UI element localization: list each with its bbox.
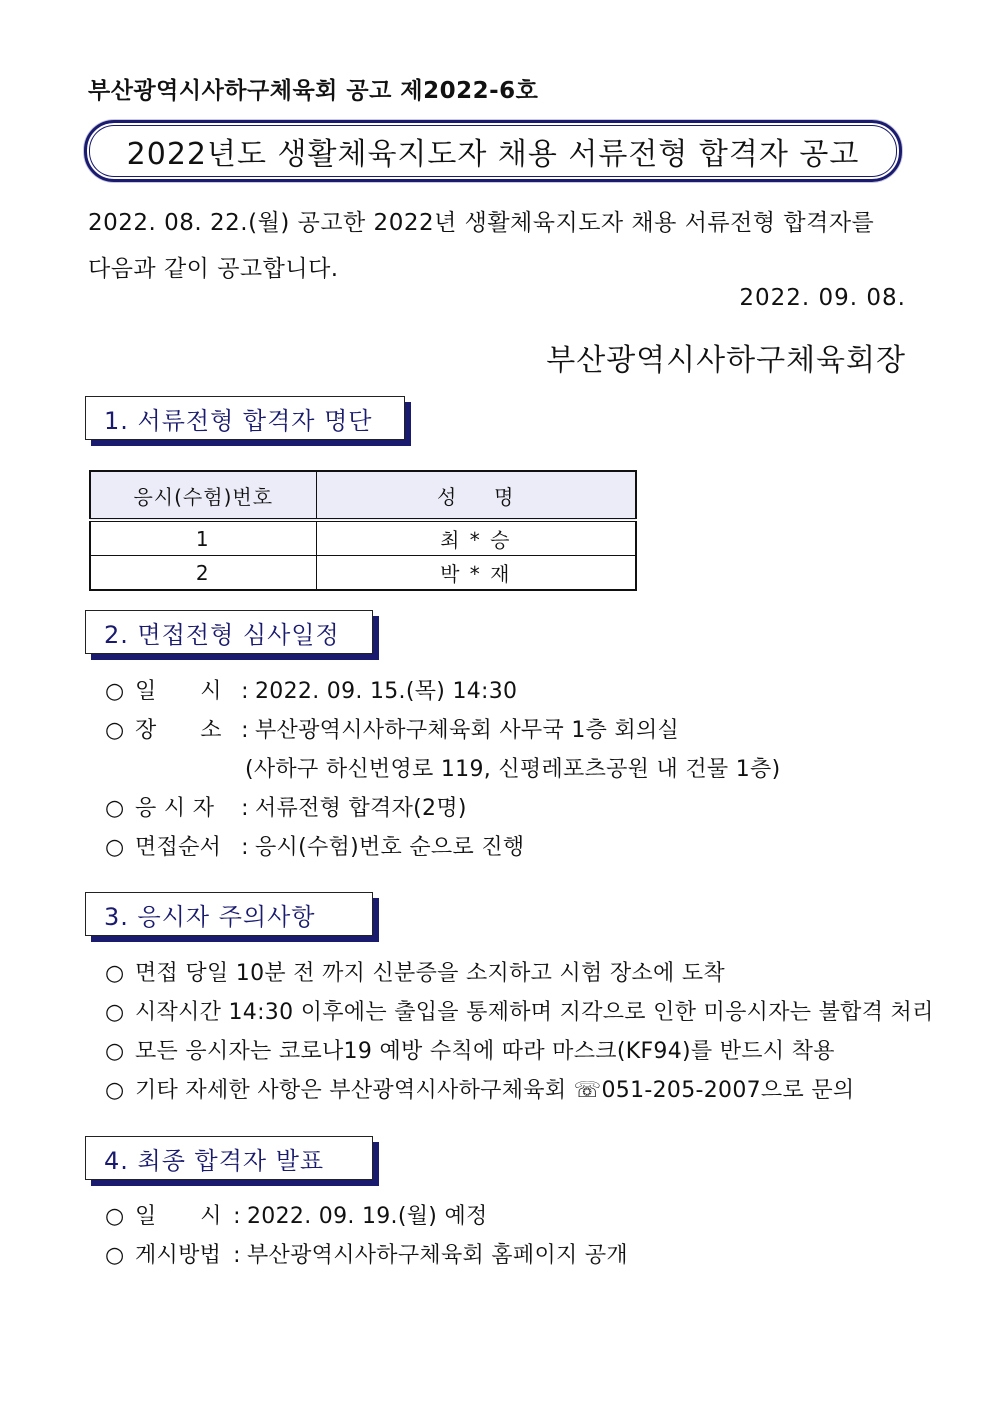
section-4-heading: 4. 최종 합격자 발표 — [85, 1136, 373, 1180]
notice-item: ○ 면접 당일 10분 전 까지 신분증을 소지하고 시험 장소에 도착 — [105, 961, 725, 986]
notice-number: 부산광역시사하구체육회 공고 제2022-6호 — [88, 78, 539, 104]
bullet-icon: ○ — [105, 1204, 125, 1229]
cell-number: 1 — [90, 520, 316, 556]
table-row — [90, 520, 636, 556]
schedule-item-location: ○ 장 소 : 부산광역시사하구체육회 사무국 1층 회의실 — [105, 718, 680, 743]
notice-item: ○ 기타 자세한 사항은 부산광역시사하구체육회 ☏051-205-2007으로 문의 — [105, 1078, 855, 1103]
intro-line-2: 다음과 같이 공고합니다. — [88, 256, 339, 282]
section-1-heading: 1. 서류전형 합격자 명단 — [85, 396, 405, 440]
schedule-item-address: (사하구 하신번영로 119, 신평레포츠공원 내 건물 1층) — [245, 757, 781, 782]
bullet-icon: ○ — [105, 1243, 125, 1268]
notice-item: ○ 시작시간 14:30 이후에는 출입을 통제하며 지각으로 인한 미응시자는 불합격 처리 — [105, 1000, 934, 1025]
cell-name: 최 * 승 — [316, 520, 636, 556]
page-title: 2022년도 생활체육지도자 채용 서류전형 합격자 공고 — [84, 120, 902, 182]
section-2-heading: 2. 면접전형 심사일정 — [85, 610, 373, 654]
schedule-item-datetime: ○ 일 시 : 2022. 09. 15.(목) 14:30 — [105, 679, 518, 704]
organization-signature: 부산광역시사하구체육회장 — [546, 343, 906, 378]
intro-line-1: 2022. 08. 22.(월) 공고한 2022년 생활체육지도자 채용 서류전형 합격자를 — [88, 210, 875, 236]
cell-number: 2 — [90, 556, 316, 591]
announcement-item-datetime: ○ 일 시 : 2022. 09. 19.(월) 예정 — [105, 1204, 488, 1229]
cell-name: 박 * 재 — [316, 556, 636, 591]
schedule-item-applicants: ○ 응 시 자 : 서류전형 합격자(2명) — [105, 796, 467, 821]
notice-item: ○ 모든 응시자는 코로나19 예방 수칙에 따라 마스크(KF94)를 반드시 착용 — [105, 1039, 835, 1064]
bullet-icon: ○ — [105, 961, 125, 986]
bullet-icon: ○ — [105, 679, 125, 704]
intro-paragraph — [88, 200, 908, 292]
bullet-icon: ○ — [105, 1078, 125, 1103]
bullet-icon: ○ — [105, 835, 125, 860]
announcement-item-method: ○ 게시방법 : 부산광역시사하구체육회 홈페이지 공개 — [105, 1243, 628, 1268]
passers-table — [89, 470, 637, 591]
bullet-icon: ○ — [105, 1000, 125, 1025]
table-header-row — [90, 471, 636, 520]
schedule-item-order: ○ 면접순서 : 응시(수험)번호 순으로 진행 — [105, 835, 525, 860]
bullet-icon: ○ — [105, 718, 125, 743]
bullet-icon: ○ — [105, 1039, 125, 1064]
column-header-name: 성 명 — [316, 471, 636, 520]
table-row — [90, 556, 636, 591]
bullet-icon: ○ — [105, 796, 125, 821]
section-3-heading: 3. 응시자 주의사항 — [85, 892, 373, 936]
notice-date: 2022. 09. 08. — [739, 285, 906, 311]
column-header-number: 응시(수험)번호 — [90, 471, 316, 520]
